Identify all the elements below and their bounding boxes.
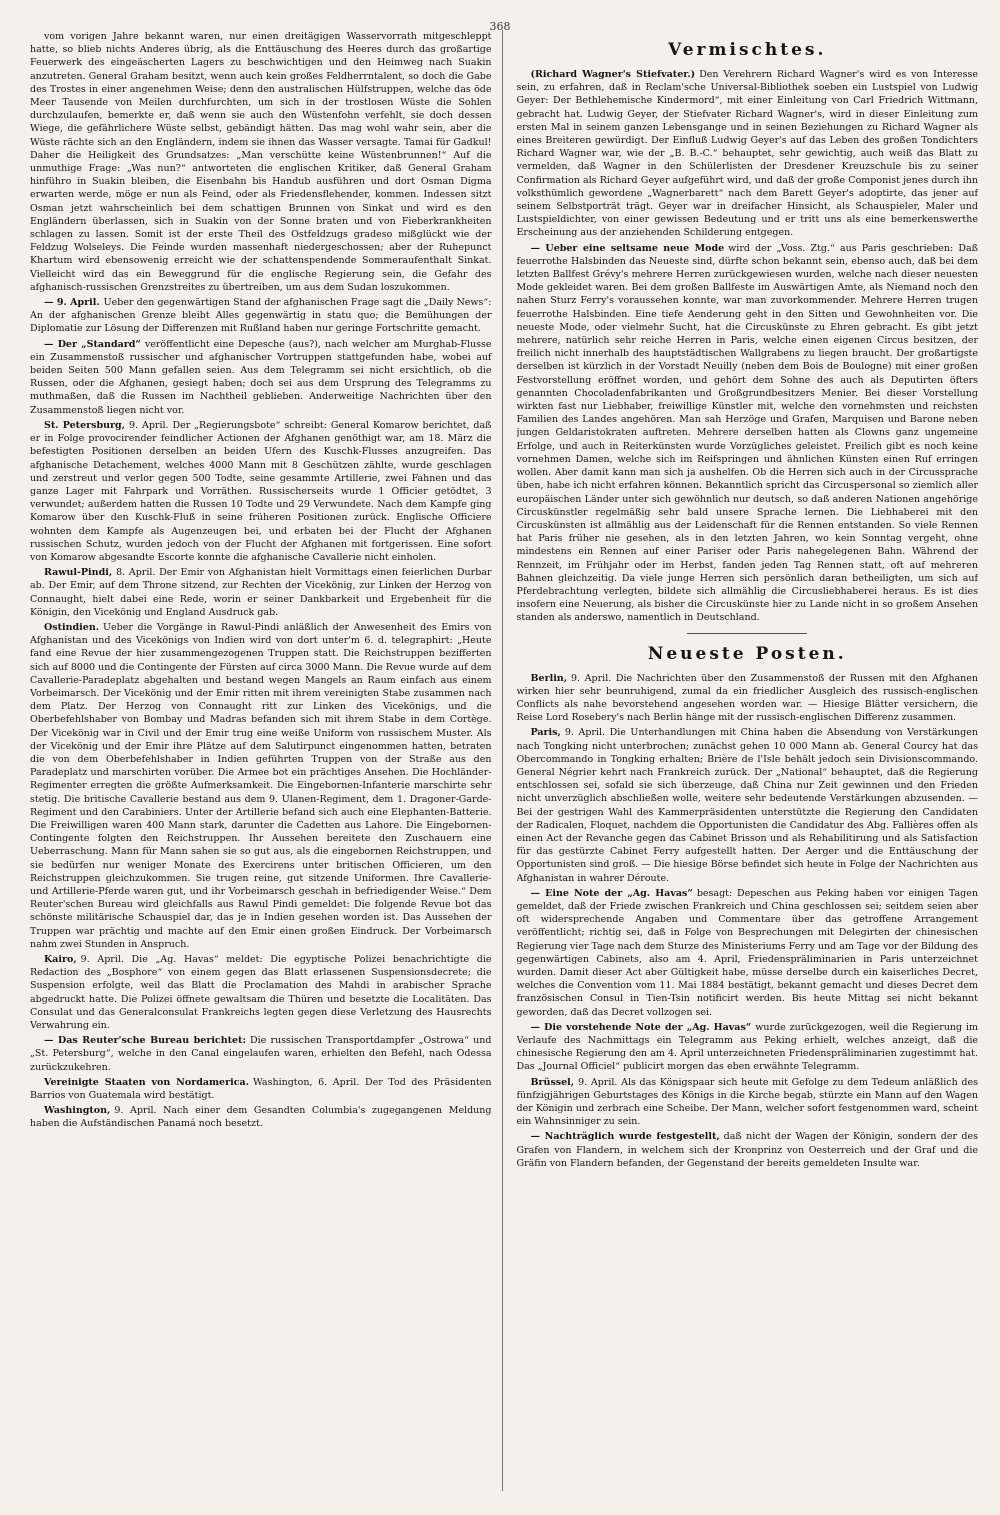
article-paragraph — [30, 1034, 492, 1074]
article-paragraph — [30, 566, 492, 619]
article-text: vom vorigen Jahre bekannt waren, nur einen dreitägigen Wasservorrath mitgeschleppt hatte, so blieb nichts Anderes übrig, als die Enttäuschung des Heeres durch das großartige Feuerwerk des eingeäscherten Lagers zu beschwichtigen und den Heimweg nach Suakin anzutreten. General Graham besitzt, wenn auch kein großes Feldherrntalent, so doch die Gabe des Trostes in einer angenehmen Weise; denn den australischen Hülfstruppen, welche das öde Meer Tausende von Meilen durchfurchten, um sich in der trostlosen Wüste die Sohlen durchzulaufen, bemerkte er, daß wenn sie auch den Wüstenfohn verfehlt, sie doch dessen Wiege, die gefährlichere Wüste selbst, gebändigt hätten. Das mag wohl wahr sein, aber die Wüste rächte sich an den Engländern, indem sie ihnen das Wasser versagte. Tamai für Gadkul! Daher die Heiligkeit des Grundsatzes: „Man verschütte keine Wüstenbrunnen!“ Auf die unmuthige Frage: „Was nun?“ antworteten die englischen Kritiker, daß General Graham hinführo in Suakin bleiben, die Eisenbahn bis Handub ausführen und dort Osman Digma erwarten werde, möge er nun als Feind, oder als Friedensflehender, kommen. Indessen sitzt Osman jetzt wahrscheinlich bei dem schattigen Brunnen von Sinkat und wird es den Engländern überlassen, sich in Suakin von der Sonne braten und von Fieberkrankheiten schlagen zu lassen. Somit ist der erste Theil des Ostfeldzugs gradeso mißglückt wie der Feldzug Wolseleys. Die Feinde wurden massenhaft niedergeschossen; aber der Ruhepunct Khartum wird ebensowenig erreicht wie der schattenspendende Sommeraufenthalt Sinkat. Vielleicht wird das ein Beweggrund für die englische Regierung sein, die Gefahr des afghanisch-russischen Grenzstreites zu übertreiben, um aus dem Sudan loszukommen. — [30, 31, 492, 293]
article-dateline: — Der „Standard“ — [44, 338, 141, 350]
section-heading-vermischtes: Vermischtes. — [668, 40, 827, 60]
article-text: 9. April. Die Nachrichten über den Zusammenstoß der Russen mit den Afghanen wirken hier sehr beunruhigend, zumal da ein friedlicher Ausgleich des russisch-englischen Conflicts als nahe bevorstehend angesehen worden war. — Hiesige Blätter versichern, die Reise Lord Rosebery's nach Berlin hänge mit der russisch-englischen Differenz zusammen. — [516, 672, 978, 724]
article-text: 9. April. Als das Königspaar sich heute mit Gefolge zu dem Tedeum anläßlich des fünfzigjährigen Geburtstages des Königs in die Kirche begab, stürzte ein Mann auf den Wagen der Königin und zerbrach eine Scheibe. Der Mann, welcher sofort festgenommen ward, scheint ein Wahnsinniger zu sein. — [516, 1076, 978, 1128]
article-dateline: — Die vorstehende Note der „Ag. Havas“ — [530, 1021, 752, 1033]
article-paragraph — [517, 68, 979, 240]
article-paragraph — [30, 338, 492, 417]
article-dateline: Ostindien. — [44, 621, 100, 633]
left-column — [30, 30, 503, 1491]
article-dateline: (Richard Wagner's Stiefvater.) — [530, 69, 696, 80]
article-text: wird der „Voss. Ztg.“ aus Paris geschrieben: Daß feuerrothe Halsbinden das Neueste sind, dürfte schon bekannt sein, ebenso auch, daß bei dem letzten Ballfest Grévy's mehrere Herren zurückgewiesen wurden, welche nach dieser neuesten Mode gekleidet waren. Bei dem großen Ballfeste im Auswärtigen Amte, als Niemand noch den nahen Sturz Ferry's voraussehen konnte, war man zuvorkommender. Mehrere Herren trugen feuerrothe Halsbinden. Eine tiefe Aenderung geht in den Sitten und Gewohnheiten vor. Die neueste Mode, oder vielmehr Sucht, hat die Circuskünste zu Ehren gebracht. Es gibt jetzt mehrere, natürlich sehr reiche Herren in Paris, welche einen eigenen Circus besitzen, der freilich nicht innerhalb des hauptstädtischen Wallgrabens zu liegen braucht. Der großartigste derselben ist kürzlich in der Vorstadt Neuilly (neben dem Bois de Boulogne) mit einer großen Festvorstellung eröffnet worden, und gehört dem Sohne des auch als Deputirten öfters genannten Chocoladenfabrikanten und Großgrundbesitzers Menier. Bei dieser Vorstellung wirkten fast nur Liebhaber, freiwillige Künstler mit, welche den vornehmsten und reichsten Familien des Landes angehören. Man sah Herzöge und Grafen, Marquisen und Barone neben jungen Geldaristokraten auftreten. Mehrere derselben hatten als Clowns ganz ungemeine Erfolge, und auch in Reiterkünsten wurde Vorzügliches geleistet. Freilich gibt es noch keine vornehmen Damen, welche sich im Reifspringen und ähnlichen Künsten einen Ruf erringen wollen. Aber damit kann man sich ja aushelfen. Ob die Herren sich auch in der Circussprache üben, habe ich nicht erfahren können. Bekanntlich spricht das Circuspersonal so ziemlich aller europäischen Länder unter sich gewöhnlich nur deutsch, so daß anderen Nationen angehörige Circuskünstler regelmäßig sehr bald unsere Sprache lernen. Die Liebhaberei mit den Circuskünsten ist allmählig aus der Leidenschaft für die Rennen entstanden. So viele Rennen hat Paris früher nie gesehen, als in den letzten Jahren, wo kein Sonntag vergeht, ohne mindestens ein Rennen auf einer Pariser oder Paris nahegelegenen Bahn. Während der Rennzeit, im Frühjahr oder im Herbst, fanden jeden Tag Rennen statt, oft auf mehreren Bahnen gleichzeitig. Da viele junge Herren sich persönlich daran betheiligten, um sich auf Pferdebrachtung verlegten, bildete sich allmählig die Circusliebhaberei heraus. Es ist dies insofern eine Neuerung, als bisher die Circuskünste hier zu Lande nicht in so großem Ansehen standen als anderswo, namentlich in Deutschland. — [516, 242, 978, 624]
article-text: Die russischen Transportdampfer „Ostrowa“ und „St. Petersburg“, welche in den Canal eingelaufen waren, erhielten den Befehl, nach Odessa zurückzukehren. — [30, 1035, 492, 1073]
article-dateline: — Eine Note der „Ag. Havas“ — [530, 887, 693, 899]
article-dateline: Vereinigte Staaten von Nordamerica. — [44, 1076, 249, 1088]
page-number: 368 — [489, 20, 511, 33]
article-paragraph — [30, 1104, 492, 1130]
article-paragraph — [517, 1076, 979, 1129]
article-paragraph — [30, 953, 492, 1032]
article-text: Ueber die Vorgänge in Rawul-Pindi anläßlich der Anwesenheit des Emirs von Afghanistan und des Vicekönigs von Indien wird von dort unter'm 6. d. telegraphirt: „Heute fand eine Revue der hier zusammengezogenen Truppen statt. Die Reichstruppen bezifferten sich auf 8000 und die Contingente der Fürsten auf circa 3000 Mann. Die Revue wurde auf dem Cavallerie-Paradeplatz abgehalten und bestand wegen Mangels an Raum einfach aus einem Vorbeimarsch. Der Vicekönig und der Emir ritten mit ihrem vereinigten Stabe zusammen nach dem Platz. Der Herzog von Connaught ritt zur Linken des Vicekönigs, und die Oberbefehlshaber von Bombay und Madras befanden sich mit ihrem Stabe in dem Cortège. Der Vicekönig war in Civil und der Emir trug eine weiße Uniform von russischem Muster. Als der Vicekönig und der Emir ihre Plätze auf dem Salutirpunct eingenommen hatten, betraten die von dem Oberbefehlshaber in Indien geführten Truppen von der Straße aus den Paradeplatz und marschirten vorüber. Die Armee bot ein prächtiges Ansehen. Die Hochländer-Regimenter erregten die größte Aufmerksamkeit. Die Eingebornen-Infanterie marschirte sehr stetig. Die britische Cavallerie bestand aus dem 9. Ulanen-Regiment, dem 1. Dragoner-Garde-Regiment und den Carabiniers. Unter der Artillerie befand sich auch eine Elephanten-Batterie. Die Freiwilligen waren 400 Mann stark, darunter die Cadetten aus Lahore. Die Eingebornen-Contingente folgten den Reichstruppen. Ihr Aussehen bereitete den Zuschauern eine Ueberraschung. Mann für Mann sahen sie so gut aus, als die eingebornen Reichstruppen, und sie bedürfen nur weniger Monate des Exercirens unter britischen Officieren, um den Reichstruppen gleichzukommen. Sie trugen reine, gut sitzende Uniformen. Ihre Cavallerie- und Artillerie-Pferde waren gut, und ihr Vorbeimarsch geschah in befriedigender Weise.“ Dem Reuter'schen Bureau wird gleichfalls aus Rawul Pindi gemeldet: Die folgende Revue bot das schönste militärische Schauspiel dar, das je in Indien gesehen worden ist. Das Aussehen der Truppen war prächtig und machte auf den Emir einen großen Eindruck. Der Vorbeimarsch nahm zwei Stunden in Anspruch. — [30, 621, 492, 950]
article-paragraph — [517, 1021, 979, 1074]
article-text: Washington, 6. April. Der Tod des Präsidenten Barrios von Guatemala wird bestätigt. — [30, 1076, 492, 1102]
article-paragraph — [517, 1130, 979, 1170]
article-paragraph — [517, 887, 979, 1019]
article-text: daß nicht der Wagen der Königin, sondern der des Grafen von Flandern, in welchem sich der Kronprinz von Oesterreich und der Graf und die Gräfin von Flandern befanden, der Gegenstand der bereits gemeldeten Insulte war. — [516, 1131, 978, 1169]
article-paragraph — [517, 672, 979, 725]
article-paragraph — [517, 726, 979, 884]
article-text: Ueber den gegenwärtigen Stand der afghanischen Frage sagt die „Daily News“: An der afghanischen Grenze bleibt Alles gegenwärtig in statu quo; die Bemühungen der Diplomatie zur Lösung der Differenzen mit Rußland haben nur geringe Fortschritte gemacht. — [30, 297, 492, 335]
article-text: 8. April. Der Emir von Afghanistan hielt Vormittags einen feierlichen Durbar ab. Der Emir, auf dem Throne sitzend, zur Rechten der Vicekönig, zur Linken der Herzog von Connaught, hielt dabei eine Rede, worin er seiner Dankbarkeit und Ergebenheit für die Königin, den Vicekönig und England Ausdruck gab. — [30, 567, 492, 618]
article-text: 9. April. Die „Ag. Havas“ meldet: Die egyptische Polizei benachrichtigte die Redaction des „Bosphore“ von einem gegen das Blatt erlassenen Suspensionsdecrete; die Suspension erfolgte, weil das Blatt die Proclamation des Mahdi in arabischer Sprache abgedruckt hatte. Die Polizei öffnete gewaltsam die Thüren und besetzte die Localitäten. Das Consulat und das Generalconsulat Frankreichs legten gegen diese Verletzung des Hausrechts Verwahrung ein. — [30, 954, 492, 1032]
neueste-posten-articles — [517, 672, 979, 1171]
vermischtes-articles — [517, 68, 979, 625]
article-paragraph — [30, 296, 492, 336]
article-paragraph — [30, 419, 492, 564]
article-dateline: Brüssel, — [530, 1076, 575, 1088]
article-dateline: Berlin, — [530, 672, 568, 684]
article-paragraph — [30, 30, 492, 294]
article-dateline: Kairo, — [44, 954, 77, 966]
article-text: Den Verehrern Richard Wagner's wird es von Interesse sein, zu erfahren, daß in Reclam'sche Universal-Bibliothek soeben ein Lustspiel von Ludwig Geyer: Der Bethlehemische Kindermord“, mit einer Einleitung von Carl Friedrich Wittmann, gebracht hat. Ludwig Geyer, der Stiefvater Richard Wagner's, wird in dieser Einleitung zum ersten Mal in seinem ganzen Lebensgange und in seinen Beziehungen zu Richard Wagner als eines Breiteren gewürdigt. Der Einfluß Ludwig Geyer's auf das Leben des großen Tondichters Richard Wagner war, wie der „B. B.-C.“ behauptet, sehr gewichtig, auch weiß das Blatt zu vermelden, daß Wagner in den Schülerlisten der Dresdener Kreuzschule bis zu seiner Confirmation als Richard Geyer aufgeführt wird, und daß der große Componist jenes durch ihn volksthümlich gewordene „Wagnerbarett“ nach dem Barett Geyer's adoptirte, das jener auf seinem Selbstporträt trägt. Geyer war in dreifacher Hinsicht, als Schauspieler, Maler und Lustspieldichter, von einer gewissen Bedeutung und er tritt uns als eine bemerkenswerthe Erscheinung aus der anziehenden Schilderung entgegen. — [516, 69, 978, 239]
article-paragraph — [30, 1076, 492, 1102]
article-dateline: Paris, — [530, 727, 561, 739]
article-dateline: St. Petersburg, — [44, 419, 125, 431]
right-column — [517, 30, 979, 1491]
article-dateline: — Nachträglich wurde festgestellt, — [530, 1131, 720, 1143]
article-dateline: Washington, — [44, 1105, 111, 1117]
article-dateline: — 9. April. — [44, 297, 100, 309]
article-paragraph — [517, 242, 979, 625]
article-text: besagt: Depeschen aus Peking haben vor einigen Tagen gemeldet, daß der Friede zwischen Frankreich und China geschlossen sei; seitdem seien aber oft widersprechende Angaben und Commentare über das getroffene Arrangement veröffentlicht; richtig sei, daß in Folge von Besprechungen mit Delegirten der chinesischen Regierung vier Tage nach dem Sturze des Ministeriums Ferry und am Tage vor der Bildung des gegenwärtigen Cabinets, also am 4. April, Friedenspräliminarien in Paris unterzeichnet wurden. Damit dieser Act aber Gültigkeit habe, müsse derselbe durch ein kaiserliches Decret, welches die Convention vom 11. Mai 1884 bestätigt, bekannt gemacht und dieses Decret dem französischen Consul in Tien-Tsin notificirt werden. Bis heute Mittag sei nicht bekannt geworden, daß das Decret vollzogen sei. — [516, 887, 978, 1018]
article-text: 9. April. Die Unterhandlungen mit China haben die Absendung von Verstärkungen nach Tongking nicht unterbrochen; zunächst gehen 10 000 Mann ab. General Courcy hat das Obercommando in Tongking erhalten; Brière de l'Isle behält jedoch sein Divisionscommando. General Négrier kehrt nach Frankreich zurück. Der „National“ behauptet, daß die Regierung entschlossen sei, sofald sie sich überzeuge, daß China nur Zeit gewinnen und den Frieden nicht unverzüglich abschließen wolle, weitere sehr bedeutende Verstärkungen abzusenden. — Bei der gestrigen Wahl des Kammerpräsidenten unterstützte die Regierung den Candidaten der Radicalen, Floquet, nachdem die Opportunisten die Candidatur des Abg. Fallières offen als einen Act der Revanche gegen das Cabinet Brisson und als Rehabilitirung und als Satisfaction für das gestürzte Cabinet Ferry aufgestellt hatten. Der Aerger und die Enttäuschung der Opportunisten sind groß. — Die hiesige Börse befindet sich heute in Folge der Nachrichten aus Afghanistan in wahrer Déroute. — [516, 727, 978, 884]
columns — [30, 30, 978, 1491]
article-dateline: — Das Reuter'sche Bureau berichtet: — [44, 1035, 246, 1047]
article-text: 9. April. Nach einer dem Gesandten Columbia's zugegangenen Meldung haben die Aufständischen Panamá noch besetzt. — [30, 1105, 492, 1130]
section-heading-neueste-posten: Neueste Posten. — [647, 643, 847, 664]
article-text: wurde zurückgezogen, weil die Regierung im Verlaufe des Nachmittags ein Telegramm aus Peking erhielt, welches anzeigt, daß die chinesische Regierung den am 4. April unterzeichneten Friedenspräliminarien zugestimmt hat. Das „Journal Officiel“ publicirt morgen das eben erwähnte Telegramm. — [516, 1021, 978, 1073]
section-divider — [687, 633, 807, 634]
article-text: 9. April. Der „Regierungsbote“ schreibt: General Komarow berichtet, daß er in Folge provocirender feindlicher Actionen der Afghanen genöthigt war, am 18. März die befestigten Positionen derselben an beiden Ufern des Kuschk-Flusses anzugreifen. Das afghanische Detachement, welches 4000 Mann mit 8 Geschützen zählte, wurde geschlagen und zerstreut und verlor gegen 500 Todte, seine gesammte Artillerie, zwei Fahnen und das ganze Lager mit Fahrpark und Vorräthen. Russischerseits wurde 1 Officier getödtet, 3 verwundet; außerdem hatten die Russen 10 Todte und 29 Verwundete. Nach dem Kampfe ging Komarow über den Kuschk-Fluß in seine früheren Positionen zurück. Englische Officiere wohnten dem Kampfe als Augenzeugen bei, und erbaten bei der Flucht der Afghanen russischen Schutz, wurden jedoch von der Flucht der Afghanen mit fortgerissen. Eine sofort von Komarow abgesandte Escorte konnte die afghanische Cavallerie nicht einholen. — [30, 419, 492, 563]
article-paragraph — [30, 621, 492, 951]
article-dateline: Rawul-Pindi, — [44, 567, 113, 579]
article-dateline: — Ueber eine seltsame neue Mode — [530, 242, 725, 254]
article-text: veröffentlicht eine Depesche (aus?), nach welcher am Murghab-Flusse ein Zusammenstoß russischer und afghanischer Vortruppen stattgefunden habe, wobei auf beiden Seiten 500 Mann gefallen seien. Aus dem Telegramm sei nicht ersichtlich, ob die Russen, oder die Afghanen, gesiegt haben; doch sei aus dem Ursprung des Telegramms zu muthmaßen, daß die Russen im Nachtheil geblieben. Anderweitige Nachrichten über den Zusammenstoß liegen nicht vor. — [30, 338, 492, 416]
